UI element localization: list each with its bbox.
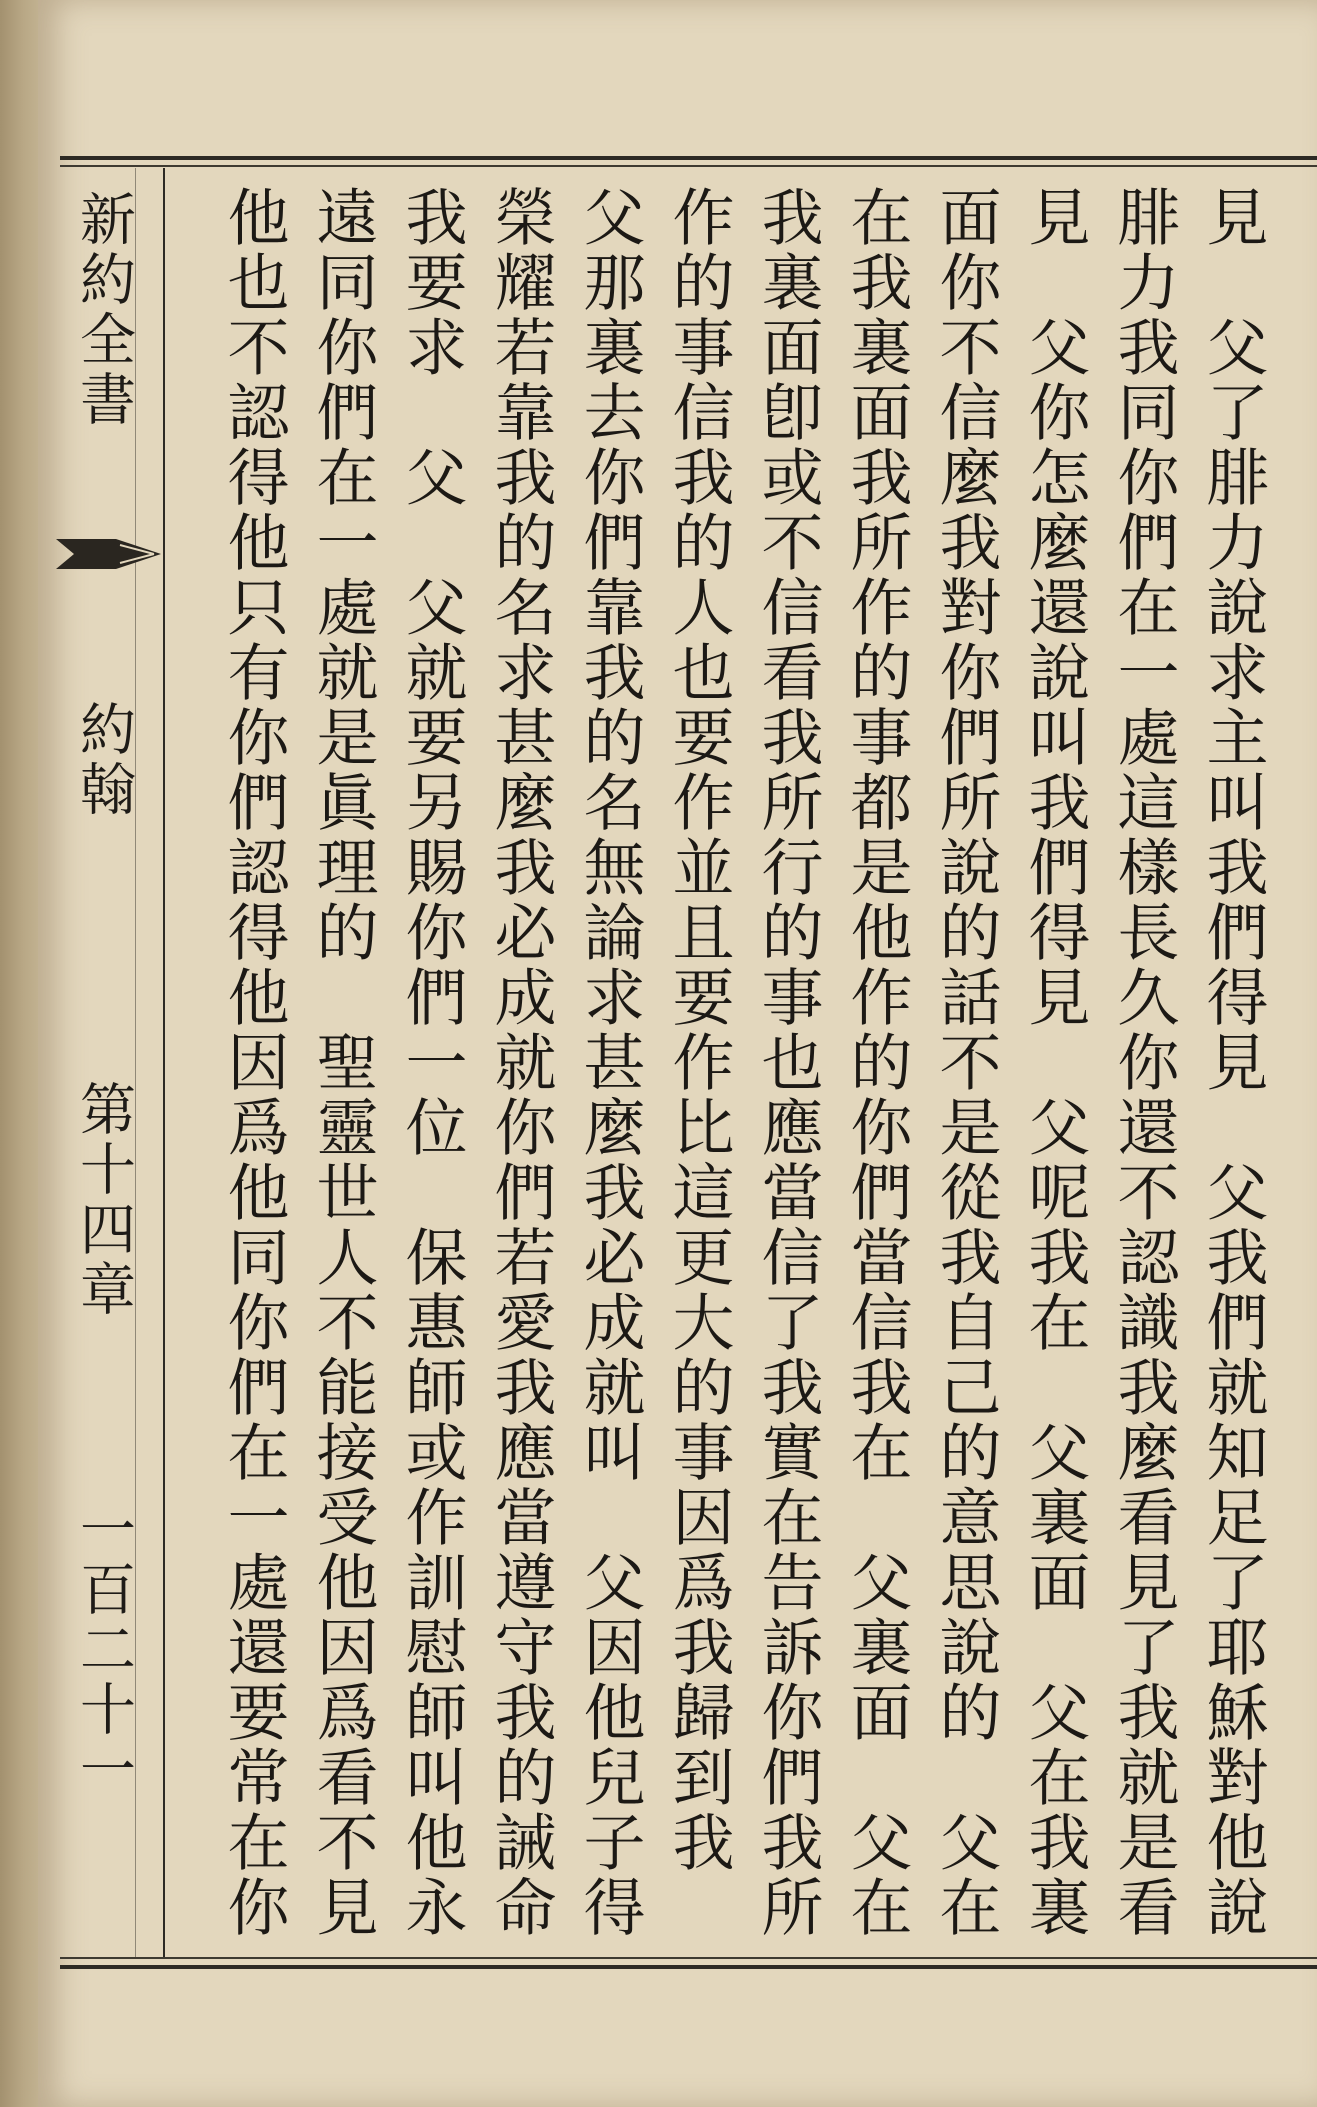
page-number: 一百二十一 xyxy=(71,1500,136,1800)
bottom-border-rule-inner xyxy=(60,1957,1317,1959)
bottom-border-rule xyxy=(60,1965,1317,1969)
top-border-rule xyxy=(60,156,1317,160)
running-title: 新約全書 xyxy=(71,190,136,430)
fishtail-ornament xyxy=(56,535,176,573)
scripture-body-text: 見 父了腓力說求主叫我們得見 父我們就知足了耶穌對他說腓力我同你們在一處這樣長久你還不認識我麼看見了我就是看見 父你怎麼還說叫我們得見 父呢我在 父裏面 父在我裏面你不信麼我對你們所說的話不是從我自己的意思說的 父在在我裏面我所作的事都是他作的你們當信我在 父裏面 父在我裏面卽或不信看我所行的事也應當信了我實在告訴你們我所作的事信我的人也要作並且要作比這更大的事因爲我歸到我 父那裏去你們靠我的名無論求甚麼我必成就叫 父因他兒子得榮耀若靠我的名求甚麼我必成就你們若愛我應當遵守我的誡命我要求 父 父就要另賜你們一位 保惠師或作訓慰師叫他永遠同你們在一處就是眞理的 聖靈世人不能接受他因爲看不見他也不認得他只有你們認得他因爲他同你們在一處還要常在你 xyxy=(217,185,1269,1940)
book-name: 約翰 xyxy=(71,700,136,820)
chapter-label: 第十四章 xyxy=(71,1080,136,1320)
margin-column-rule xyxy=(163,168,165,1957)
top-border-rule-inner xyxy=(60,165,1317,167)
